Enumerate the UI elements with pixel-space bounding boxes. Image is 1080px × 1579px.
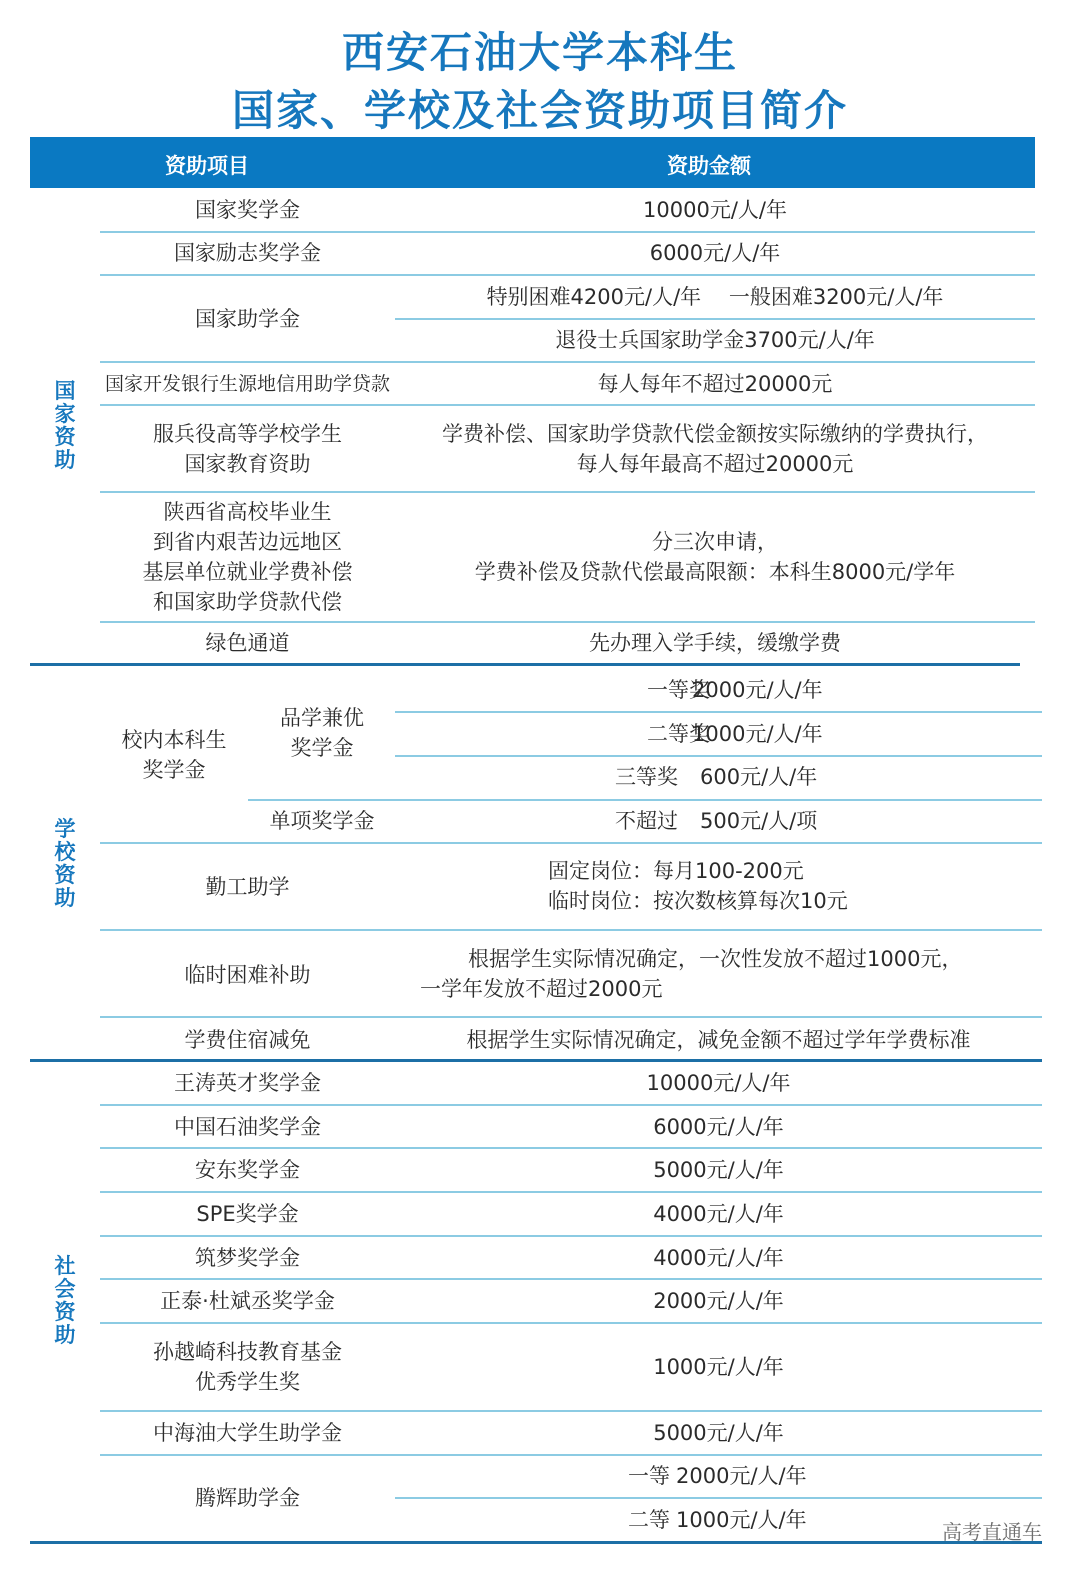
row-name: 王涛英才奖学金: [174, 1071, 321, 1095]
row-divider: [100, 1278, 1042, 1280]
row-divider: [100, 621, 1035, 623]
row-divider: [100, 491, 1035, 493]
row-name: 国家教育资助: [184, 452, 311, 476]
header-project: 资助项目: [165, 154, 249, 178]
row-amount: 2000元/人/年: [653, 1289, 784, 1313]
row-amount: 6000元/人/年: [653, 1115, 784, 1139]
row-name: 中国石油奖学金: [174, 1115, 321, 1139]
tier-amount: 600元/人/年: [700, 765, 818, 789]
tier-amount: 1000元/人/年: [692, 722, 823, 746]
tier-level: 不超过: [615, 809, 678, 833]
row-name: 正泰·杜斌丞奖学金: [160, 1289, 335, 1313]
row-name: 国家奖学金: [195, 198, 300, 222]
row-divider: [395, 711, 1042, 713]
row-amount: 根据学生实际情况确定，一次性发放不超过1000元，: [468, 947, 963, 971]
row-amount: 5000元/人/年: [653, 1158, 784, 1182]
row-amount: 特别困难4200元/人/年 一般困难3200元/人/年: [486, 285, 944, 309]
sub-name: 品学兼优: [280, 706, 364, 730]
row-divider: [395, 318, 1035, 320]
row-name: 中海油大学生助学金: [153, 1421, 342, 1445]
row-amount: 4000元/人/年: [653, 1202, 784, 1226]
row-amount: 一学年发放不超过2000元: [420, 977, 663, 1001]
row-amount: 先办理入学手续，缓缴学费: [589, 631, 841, 655]
row-name: 腾辉助学金: [195, 1486, 300, 1510]
row-name: 服兵役高等学校学生: [153, 422, 342, 446]
row-name: 学费住宿减免: [184, 1028, 311, 1052]
row-amount: 4000元/人/年: [653, 1246, 784, 1270]
sub-name: 奖学金: [290, 736, 354, 760]
row-divider: [100, 361, 1035, 363]
row-name: 国家励志奖学金: [174, 241, 321, 265]
row-name: 陕西省高校毕业生: [163, 500, 332, 524]
row-divider: [100, 1454, 1042, 1456]
section-divider: [30, 1541, 1042, 1544]
row-name: 孙越崎科技教育基金: [153, 1340, 342, 1364]
table-header: [30, 137, 1035, 188]
row-divider: [100, 404, 1035, 406]
tier-level: 二等奖: [647, 722, 710, 746]
category-national: 国家资助: [54, 379, 76, 472]
row-name: 单项奖学金: [269, 809, 375, 833]
row-amount: 退役士兵国家助学金3700元/人/年: [555, 328, 875, 352]
row-amount: 每人每年最高不超过20000元: [576, 452, 854, 476]
watermark: 高考直通车: [942, 1520, 1042, 1544]
row-name: 安东奖学金: [195, 1158, 300, 1182]
row-divider: [100, 231, 1035, 233]
row-divider: [100, 929, 1042, 931]
row-amount: 6000元/人/年: [649, 241, 781, 265]
section-divider: [30, 663, 1020, 666]
row-amount: 500元/人/项: [700, 809, 818, 833]
row-divider: [395, 755, 1042, 757]
row-amount: 学费补偿及贷款代偿最高限额：本科生8000元/学年: [474, 560, 956, 584]
row-name: 国家助学金: [195, 307, 300, 331]
row-amount: 10000元/人/年: [643, 198, 787, 222]
row-name: SPE奖学金: [196, 1202, 299, 1226]
row-divider: [100, 1235, 1042, 1237]
row-amount: 学费补偿、国家助学贷款代偿金额按实际缴纳的学费执行，: [442, 422, 988, 446]
row-name: 基层单位就业学费补偿: [142, 560, 353, 584]
row-divider: [100, 1322, 1042, 1324]
tier-level: 三等奖: [615, 765, 678, 789]
row-divider: [100, 842, 1042, 844]
section-divider: [30, 1059, 1042, 1062]
tier-level: 二等: [628, 1508, 670, 1532]
group-name: 校内本科生: [121, 728, 227, 752]
row-amount: 分三次申请，: [652, 530, 778, 554]
row-amount: 固定岗位：每月100-200元: [548, 859, 804, 883]
page-title-line-1: 西安石油大学本科生: [341, 28, 738, 77]
category-school: 学校资助: [54, 817, 76, 910]
row-name: 到省内艰苦边远地区: [153, 530, 342, 554]
page-title-line-2: 国家、学校及社会资助项目简介: [231, 86, 848, 135]
row-amount: 10000元/人/年: [646, 1071, 791, 1095]
row-divider: [100, 1104, 1042, 1106]
row-divider: [100, 1191, 1042, 1193]
tier-level: 一等奖: [647, 678, 710, 702]
row-name: 和国家助学贷款代偿: [153, 590, 342, 614]
row-divider: [100, 1016, 1042, 1018]
row-name: 筑梦奖学金: [195, 1246, 300, 1270]
tier-level: 一等: [628, 1464, 670, 1488]
row-name: 临时困难补助: [184, 963, 311, 987]
row-name: 绿色通道: [205, 631, 290, 655]
row-divider: [100, 1410, 1042, 1412]
row-name: 优秀学生奖: [195, 1370, 300, 1394]
tier-amount: 2000元/人/年: [692, 678, 823, 702]
header-amount: 资助金额: [667, 154, 751, 178]
tier-amount: 2000元/人/年: [676, 1464, 807, 1488]
row-amount: 1000元/人/年: [653, 1355, 784, 1379]
row-name: 勤工助学: [205, 875, 290, 899]
row-divider: [100, 274, 1035, 276]
row-amount: 5000元/人/年: [653, 1421, 784, 1445]
row-divider: [100, 1147, 1042, 1149]
group-name: 奖学金: [142, 758, 206, 782]
row-amount: 根据学生实际情况确定，减免金额不超过学年学费标准: [466, 1028, 971, 1052]
tier-amount: 1000元/人/年: [676, 1508, 807, 1532]
row-amount: 临时岗位：按次数核算每次10元: [548, 889, 848, 913]
row-divider: [248, 799, 1042, 801]
row-divider: [395, 1497, 1042, 1499]
category-social: 社会资助: [54, 1254, 76, 1347]
row-amount: 每人每年不超过20000元: [597, 372, 833, 396]
row-name: 国家开发银行生源地信用助学贷款: [104, 373, 390, 395]
